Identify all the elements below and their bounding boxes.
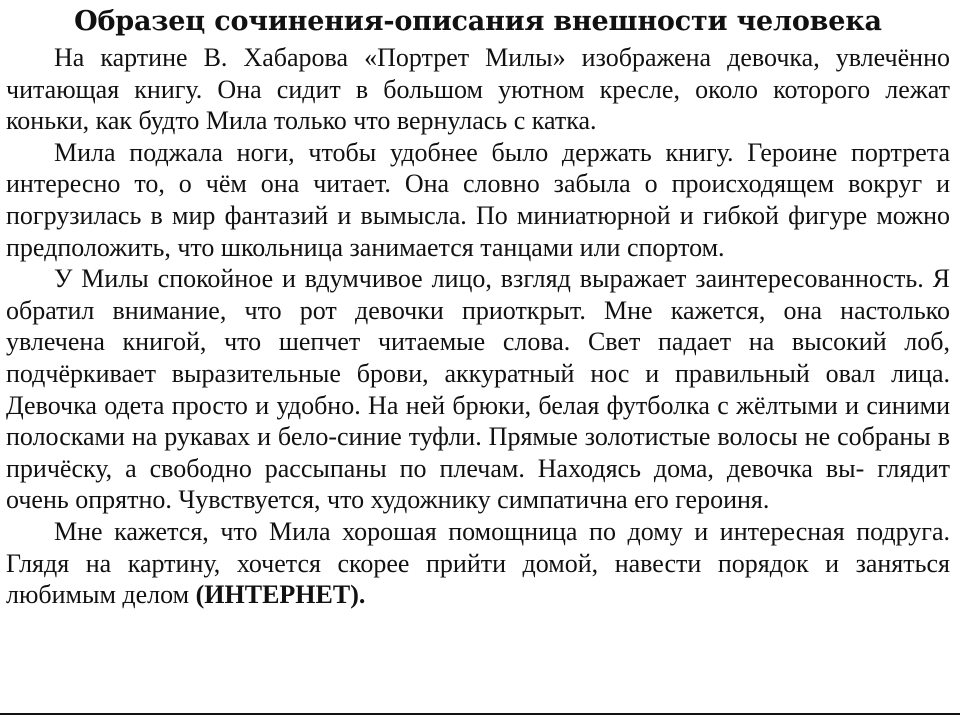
source-mark: (ИНТЕРНЕТ). <box>195 580 366 610</box>
document-page <box>6 0 950 720</box>
paragraph-1: На картине В. Хабарова «Портрет Милы» изображена девочка, увлечённо читающая книгу. Она сидит в большом уютном кресле, около которого лежат коньки, как будто Мила только что вернулась с катка. <box>6 43 950 136</box>
document-title: Образец сочинения-описания внешности человека <box>74 6 882 37</box>
paragraph-4 <box>6 516 950 611</box>
bottom-rule <box>0 713 960 715</box>
paragraph-3: У Милы спокойное и вдумчивое лицо, взгляд выражает заинтересованность. Я обратил внимание, что рот девочки приоткрыт. Мне кажется, она настолько увлечена книгой, что шепчет читаемые слова. Свет падает на высокий лоб, подчёркивает выразительные брови, аккуратный нос и правильный овал лица. Девочка одета просто и удобно. На ней брюки, белая футболка с жёлтыми и синими полосками на рукавах и бело-синие туфли. Прямые золотистые волосы не собраны в причёску, а свободно рассыпаны по плечам. Находясь дома, девочка вы- глядит очень опрятно. Чувствуется, что художнику симпатична его героиня. <box>6 264 950 515</box>
paragraph-4-text: Мне кажется, что Мила хорошая помощница по дому и интересная подруга. Глядя на картину, хочется скорее прийти домой, навести порядок и заняться любимым делом <box>6 516 950 610</box>
paragraph-2: Мила поджала ноги, чтобы удобнее было держать книгу. Героине портрета интересно то, о чём она читает. Она словно забыла о происходящем вокруг и погрузилась в мир фантазий и вымысла. По миниатюрной и гибкой фигуре можно предположить, что школьница занимается танцами или спортом. <box>6 137 950 262</box>
